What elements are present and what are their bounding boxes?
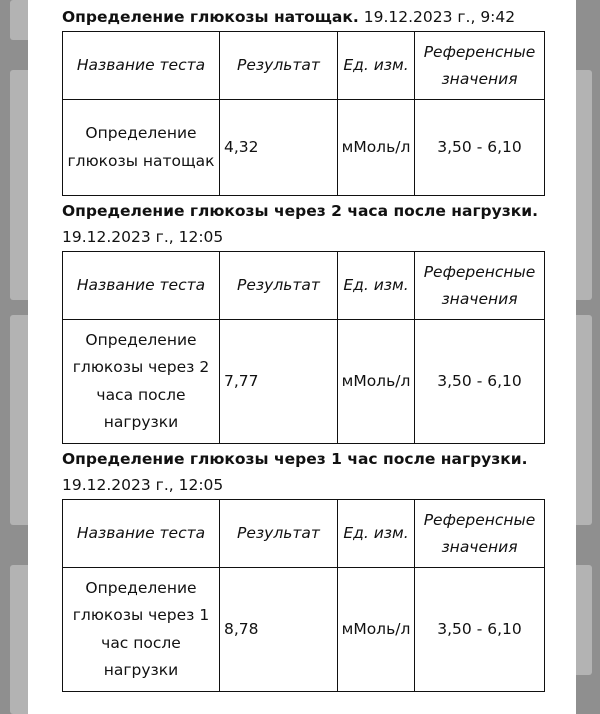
section-date: 19.12.2023 г., 12:05	[62, 228, 224, 246]
header-reference: Референсные значения	[415, 32, 545, 100]
cell-unit: мМоль/л	[338, 568, 415, 692]
header-reference: Референсные значения	[415, 500, 545, 568]
document-sheet[interactable]	[28, 0, 576, 714]
section-title: Определение глюкозы натощак.	[62, 8, 359, 26]
section-heading-2h	[62, 198, 542, 224]
cell-test-name: Определение глюкозы натощак	[63, 100, 220, 196]
section-date: 19.12.2023 г., 9:42	[363, 8, 516, 26]
cell-unit: мМоль/л	[338, 100, 415, 196]
table-header-row	[63, 500, 545, 568]
cell-result: 4,32	[220, 100, 338, 196]
table-row	[63, 100, 545, 196]
section-date: 19.12.2023 г., 12:05	[62, 476, 224, 494]
section-heading-1h	[62, 446, 542, 472]
header-unit: Ед. изм.	[338, 252, 415, 320]
section-title: Определение глюкозы через 1 час после нагрузки.	[62, 450, 528, 468]
results-table-2h	[62, 251, 545, 444]
header-reference: Референсные значения	[415, 252, 545, 320]
header-unit: Ед. изм.	[338, 500, 415, 568]
cell-reference: 3,50 - 6,10	[415, 100, 545, 196]
header-result: Результат	[220, 252, 338, 320]
header-test-name: Название теста	[63, 500, 220, 568]
header-test-name: Название теста	[63, 32, 220, 100]
cell-result: 7,77	[220, 320, 338, 444]
cell-test-name: Определение глюкозы через 2 часа после нагрузки	[63, 320, 220, 444]
cell-test-name: Определение глюкозы через 1 час после нагрузки	[63, 568, 220, 692]
header-unit: Ед. изм.	[338, 32, 415, 100]
table-header-row	[63, 32, 545, 100]
cell-unit: мМоль/л	[338, 320, 415, 444]
table-row	[63, 320, 545, 444]
header-result: Результат	[220, 32, 338, 100]
cell-reference: 3,50 - 6,10	[415, 320, 545, 444]
table-row	[63, 568, 545, 692]
table-header-row	[63, 252, 545, 320]
header-result: Результат	[220, 500, 338, 568]
lab-results	[62, 0, 542, 692]
cell-result: 8,78	[220, 568, 338, 692]
results-table-1h	[62, 499, 545, 692]
section-heading-fasting	[62, 4, 542, 30]
section-title: Определение глюкозы через 2 часа после нагрузки.	[62, 202, 539, 220]
cell-reference: 3,50 - 6,10	[415, 568, 545, 692]
header-test-name: Название теста	[63, 252, 220, 320]
results-table-fasting	[62, 31, 545, 196]
